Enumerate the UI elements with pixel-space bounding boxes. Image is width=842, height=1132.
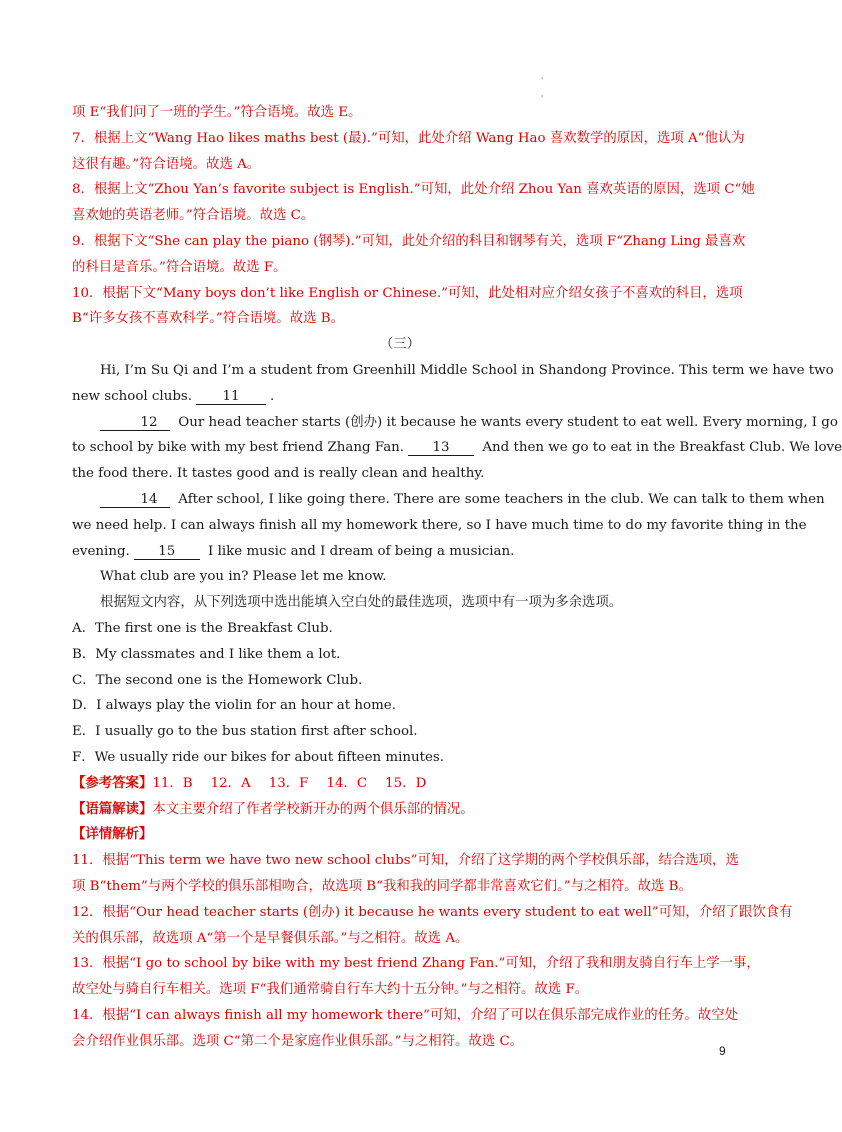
explanation-line: 关的俱乐部，故选项 A“第一个是早餐俱乐部。”与之相符。故选 A。 — [72, 930, 469, 946]
passage-text: Our head teacher starts (创办) it because he wants every student to eat well. Every morning, I go — [178, 414, 838, 430]
summary-text: 本文主要介绍了作者学校新开办的两个俱乐部的情况。 — [152, 801, 474, 817]
explanation-line: 7．根据上文“Wang Hao likes maths best (最).”可知，此处介绍 Wang Hao 喜欢数学的原因，选项 A“他认为 — [72, 130, 745, 146]
explanation-line: 11．根据“This term we have two new school clubs”可知，介绍了这学期的两个学校俱乐部，结合选项，选 — [72, 853, 739, 869]
option-a: A．The first one is the Breakfast Club. — [72, 620, 333, 636]
passage-line: What club are you in? Please let me know. — [100, 569, 387, 585]
explanation-line: 项 B“them”与两个学校的俱乐部相吻合，故选项 B“我和我的同学都非常喜欢它们。”与之相符。故选 B。 — [72, 878, 692, 894]
explanation-line: 故空处与骑自行车相关。选项 F“我们通常骑自行车大约十五分钟。”与之相符。故选 F。 — [72, 982, 589, 998]
blank-15: 15 — [134, 544, 200, 560]
explanation-line: 喜欢她的英语老师。”符合语境。故选 C。 — [72, 208, 315, 224]
blank-12: 12 — [100, 415, 170, 431]
passage-line — [72, 539, 728, 565]
explanation-line: 8．根据上文“Zhou Yan’s favorite subject is English.”可知，此处介绍 Zhou Yan 喜欢英语的原因，选项 C“她 — [72, 182, 755, 198]
passage-text: evening. — [72, 543, 130, 559]
summary-label: 【语篇解读】 — [72, 800, 153, 817]
detail-label: 【详情解析】 — [72, 826, 153, 843]
scan-mark-top: ' — [541, 76, 544, 85]
answer-item: 12．A — [210, 775, 251, 791]
option-f: F．We usually ride our bikes for about fifteen minutes. — [72, 749, 445, 765]
explanation-line: B“许多女孩不喜欢科学。”符合语境。故选 B。 — [72, 311, 344, 327]
document-page — [72, 100, 842, 1054]
answer-item: 13．F — [268, 775, 309, 791]
explanation-line: 这很有趣。”符合语境。故选 A。 — [72, 156, 261, 172]
explanation-line: 会介绍作业俱乐部。选项 C“第二个是家庭作业俱乐部。”与之相符。故选 C。 — [72, 1033, 524, 1049]
instruction: 根据短文内容，从下列选项中选出能填入空白处的最佳选项，选项中有一项为多余选项。 — [100, 595, 623, 611]
passage-summary — [72, 797, 728, 823]
section-title: （三） — [379, 337, 421, 353]
explanation-line: 10．根据下文“Many boys don’t like English or Chinese.”可知，此处相对应介绍女孩子不喜欢的科目，选项 — [72, 285, 743, 301]
passage-line — [72, 410, 838, 436]
answer-label: 【参考答案】 — [72, 774, 153, 791]
explanation-line: 9．根据下文“She can play the piano (钢琴).”可知，此处介绍的科目和钢琴有关，选项 F“Zhang Ling 最喜欢 — [72, 233, 746, 249]
options-list — [72, 616, 728, 771]
passage-line — [72, 487, 825, 513]
passage-text: And then we go to eat in the Breakfast Club. We love — [482, 440, 842, 456]
option-e: E．I usually go to the bus station first after school. — [72, 724, 418, 740]
passage-line: the food there. It tastes good and is really clean and healthy. — [72, 466, 485, 482]
blank-13: 13 — [408, 440, 474, 456]
answer-item: 11．B — [152, 775, 193, 791]
explanation-line: 12．根据“Our head teacher starts (创办) it because he wants every student to eat well”可知，介绍了跟饮食有 — [72, 904, 793, 920]
option-c: C．The second one is the Homework Club. — [72, 672, 363, 688]
passage-line — [72, 435, 842, 461]
answer-item: 14．C — [326, 775, 368, 791]
scan-mark-bottom: ' — [541, 94, 544, 103]
passage-text: . — [270, 388, 275, 404]
detailed-explanations — [72, 848, 793, 1054]
option-d: D．I always play the violin for an hour at home. — [72, 698, 396, 714]
explanation-line: 13．根据“I go to school by bike with my best friend Zhang Fan.”可知，介绍了我和朋友骑自行车上学一事， — [72, 956, 760, 972]
answer-item: 15．D — [385, 775, 427, 791]
passage-line: we need help. I can always finish all my homework there, so I have much time to do my favorite thing in the — [72, 517, 807, 533]
passage-text: After school, I like going there. There are some teachers in the club. We can talk to them when — [178, 491, 825, 507]
passage-text: new school clubs. — [72, 388, 193, 404]
reading-passage — [72, 358, 842, 590]
option-b: B．My classmates and I like them a lot. — [72, 646, 341, 662]
answer-key — [72, 771, 728, 797]
previous-explanations — [72, 100, 755, 332]
explanation-line: 项 E“我们问了一班的学生。”符合语境。故选 E。 — [72, 105, 362, 120]
passage-text: I like music and I dream of being a musician. — [208, 543, 515, 559]
page-number: 9 — [719, 1044, 726, 1058]
passage-text: to school by bike with my best friend Zhang Fan. — [72, 440, 405, 456]
explanation-line: 14．根据“I can always finish all my homework there”可知，介绍了可以在俱乐部完成作业的任务。故空处 — [72, 1007, 738, 1023]
blank-14: 14 — [100, 492, 170, 508]
passage-line: Hi, I’m Su Qi and I’m a student from Greenhill Middle School in Shandong Province. This term we have two — [100, 362, 834, 378]
passage-line — [72, 384, 728, 410]
explanation-line: 的科目是音乐。”符合语境。故选 F。 — [72, 259, 287, 275]
blank-11: 11 — [196, 389, 266, 405]
